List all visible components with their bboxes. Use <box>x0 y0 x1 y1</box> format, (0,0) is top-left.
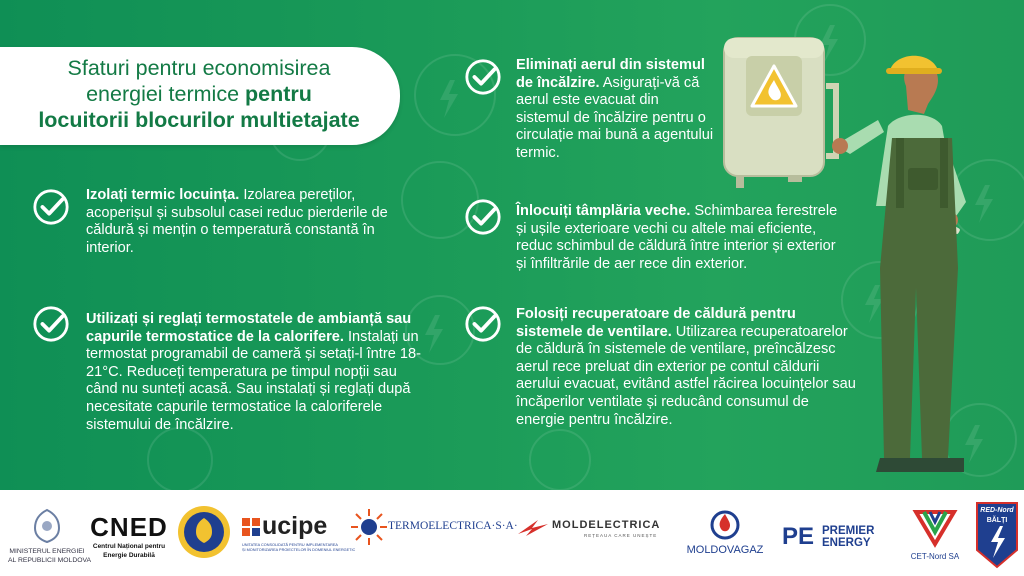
logo-ucipe: ucipe UNITATEA CONSOLIDATĂ PENTRU IMPLEMENTAREA ȘI MONITORIZAREA PROIECTELOR ÎN DOMENIUL ENERGETIC <box>242 512 356 552</box>
cet-nord-mark-icon <box>912 504 958 548</box>
partners-footer <box>0 490 1024 576</box>
title-card <box>0 47 400 145</box>
moldelectrica-bolt-icon <box>516 518 550 538</box>
logo-moldelectrica: MOLDELECTRICA REȚEAUA CARE UNEȘTE <box>516 518 680 548</box>
logo-red-nord: RED-Nord BĂLȚI <box>974 500 1020 570</box>
moldovagaz-flame-icon <box>710 508 740 540</box>
coat-of-arms-icon <box>32 508 62 544</box>
tip-heat-recovery: Folosiți recuperatoare de căldură pentru sistemele de ventilare. Utilizarea recuperatoarelor de căldură în sistemele de ventilare, preîncălzesc aerul rece preluat din exterior pe contul căldurii aerului evacuat, evitând astfel răcirea locuințelor sau încăperilor ventilate și reducând consumul de energie pentru încălzire. <box>516 306 856 428</box>
worker-illustration <box>810 48 990 488</box>
ucipe-mark-icon <box>242 518 260 536</box>
checkmark-icon <box>464 305 502 343</box>
seal-logo <box>176 504 232 560</box>
checkmark-icon <box>464 58 502 96</box>
checkmark-icon <box>32 188 70 226</box>
termoelectrica-sun-icon <box>350 508 388 546</box>
logo-cned: CNED Centrul Național pentru Energie Durabilă <box>90 512 168 559</box>
logo-termoelectrica: TERMOELECTRICA·S·A· <box>350 508 510 548</box>
page-title: Sfaturi pentru economisirea energiei termice pentru locuitorii blocurilor multietajate <box>38 56 360 132</box>
logo-ministry-energy: MINISTERUL ENERGIEI AL REPUBLICII MOLDOVA <box>8 508 86 570</box>
tip-windows: Înlocuiți tâmplăria veche. Schimbarea ferestrele și ușile exterioare vechi cu altele mai eficiente, reduc schimbul de căldură între interior și exterior și înfiltrările de aer rece din exterior. <box>516 203 838 272</box>
logo-moldovagaz: MOLDOVAGAZ <box>682 508 768 564</box>
tip-air-removal: Eliminați aerul din sistemul de încălzire. Asigurați-vă că aerul este evacuat din sistemul de încălzire pentru o circulație mai bună a agentului termic. <box>516 57 714 161</box>
checkmark-icon <box>32 305 70 343</box>
tip-insulation: Izolați termic locuința. Izolarea pereților, acoperișul și subsolul casei reduc pierderile de căldură și mențin o temperatură constantă în interior. <box>86 187 388 256</box>
tip-thermostats: Utilizați și reglați termostatele de ambianță sau capurile termostatice de la calorifere. Instalați un termostat programabil de cameră și setați-l între 18-21°C. Reduceți temperatura pe timpul nopții sau când nu sunteți acasă. Sau instalați și reglați după necesitate capurile termostatice la caloriferele sistemului de încălzire. <box>86 311 421 433</box>
logo-premier-energy: PE PREMIER ENERGY <box>782 523 875 550</box>
logo-cet-nord: CET-Nord SA <box>906 504 964 568</box>
checkmark-icon <box>464 198 502 236</box>
